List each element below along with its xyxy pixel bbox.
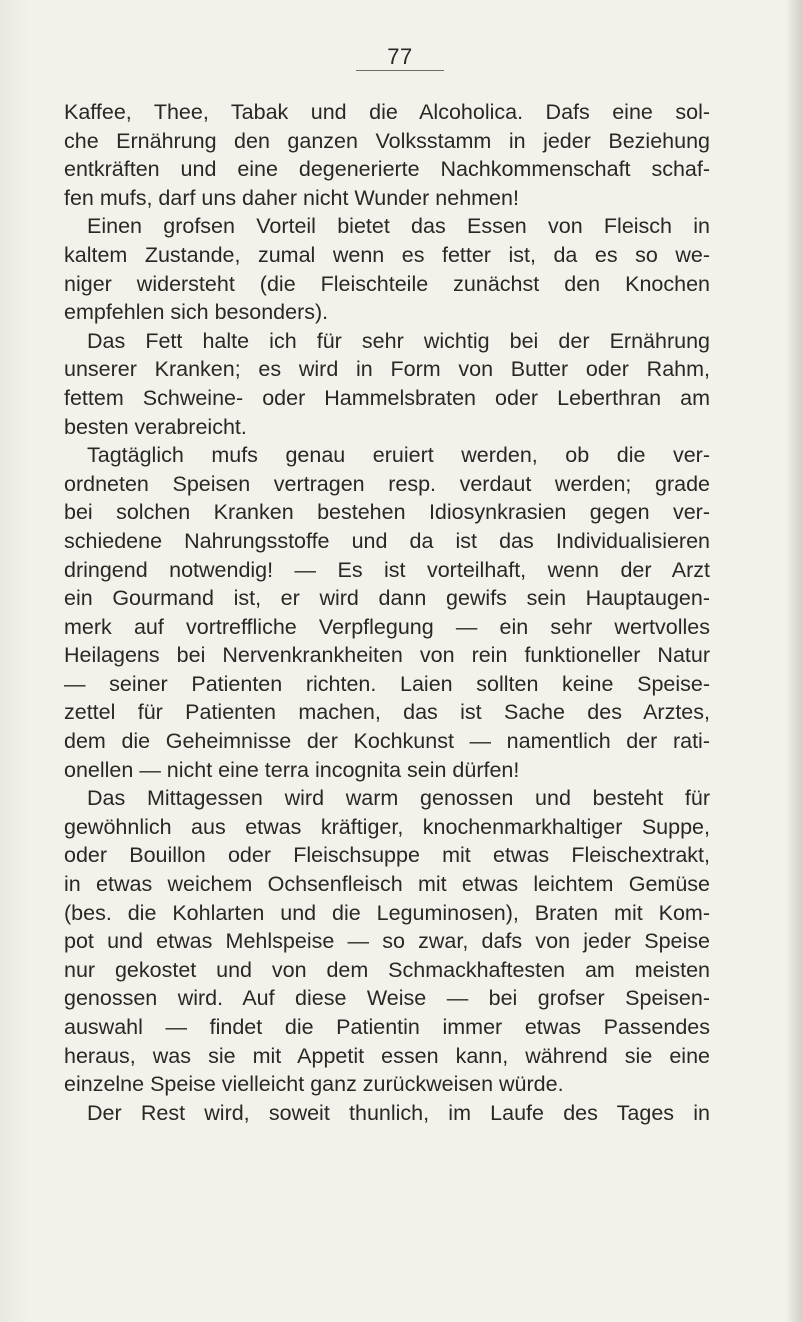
text-line: bei solchen Kranken bestehen Idiosynkrasien gegen ver- <box>64 500 710 525</box>
text-line: ordneten Speisen vertragen resp. verdaut werden; grade <box>64 471 710 496</box>
text-line: onellen — nicht eine terra incognita sein dürfen! <box>64 757 520 782</box>
text-line: Kaffee, Thee, Tabak und die Alcoholica. Dafs eine sol- <box>64 100 710 124</box>
text-line: fettem Schweine- oder Hammelsbraten oder Leberthran am <box>64 385 710 410</box>
text-line: fen mufs, darf uns daher nicht Wunder nehmen! <box>64 185 519 210</box>
text-line: Tagtäglich mufs genau eruiert werden, ob die ver- <box>87 443 710 468</box>
text-line: entkräften und eine degenerierte Nachkommenschaft schaf- <box>64 157 710 182</box>
body-text <box>64 98 710 1127</box>
text-line: — seiner Patienten richten. Laien sollten keine Speise- <box>64 671 710 696</box>
text-line: che Ernährung den ganzen Volksstamm in jeder Beziehung <box>64 128 710 153</box>
text-line: pot und etwas Mehlspeise — so zwar, dafs von jeder Speise <box>64 929 710 954</box>
text-line: oder Bouillon oder Fleischsuppe mit etwas Fleischextrakt, <box>64 843 710 868</box>
text-line: merk auf vortreffliche Verpflegung — ein sehr wertvolles <box>64 614 710 639</box>
text-line: ein Gourmand ist, er wird dann gewifs sein Hauptaugen- <box>64 586 710 611</box>
page-edge-shadow <box>787 0 801 1322</box>
text-line: Das Mittagessen wird warm genossen und besteht für <box>87 786 710 811</box>
text-line: kaltem Zustande, zumal wenn es fetter ist, da es so we- <box>64 242 710 267</box>
text-line: Einen grofsen Vorteil bietet das Essen von Fleisch in <box>87 214 710 239</box>
text-line: besten verabreicht. <box>64 414 247 439</box>
text-line: nur gekostet und von dem Schmackhaftesten am meisten <box>64 957 710 982</box>
text-line: Das Fett halte ich für sehr wichtig bei der Ernährung <box>87 328 710 353</box>
text-line: dem die Geheimnisse der Kochkunst — namentlich der rati- <box>64 729 710 754</box>
text-line: in etwas weichem Ochsenfleisch mit etwas leichtem Gemüse <box>64 872 710 897</box>
text-line: (bes. die Kohlarten und die Leguminosen), Braten mit Kom- <box>64 900 710 925</box>
page-number-rule <box>356 70 444 71</box>
text-line: Der Rest wird, soweit thunlich, im Laufe des Tages in <box>87 1100 710 1125</box>
text-line: niger widersteht (die Fleischteile zunächst den Knochen <box>64 271 710 296</box>
text-line: gewöhnlich aus etwas kräftiger, knochenmarkhaltiger Suppe, <box>64 814 710 839</box>
text-line: empfehlen sich besonders). <box>64 300 329 325</box>
text-line: auswahl — findet die Patientin immer etwas Passendes <box>64 1015 710 1039</box>
text-line: einzelne Speise vielleicht ganz zurückweisen würde. <box>64 1072 564 1097</box>
text-line: dringend notwendig! — Es ist vorteilhaft, wenn der Arzt <box>64 557 710 582</box>
text-line: zettel für Patienten machen, das ist Sache des Arztes, <box>64 700 710 725</box>
page-number: 77 <box>387 44 413 69</box>
text-line: schiedene Nahrungsstoffe und da ist das Individualisieren <box>64 528 710 553</box>
text-line: heraus, was sie mit Appetit essen kann, während sie eine <box>64 1043 710 1068</box>
text-line: unserer Kranken; es wird in Form von Butter oder Rahm, <box>64 357 710 382</box>
text-line: Heilagens bei Nervenkrankheiten von rein funktioneller Natur <box>64 643 710 668</box>
text-line: genossen wird. Auf diese Weise — bei grofser Speisen- <box>64 986 710 1011</box>
